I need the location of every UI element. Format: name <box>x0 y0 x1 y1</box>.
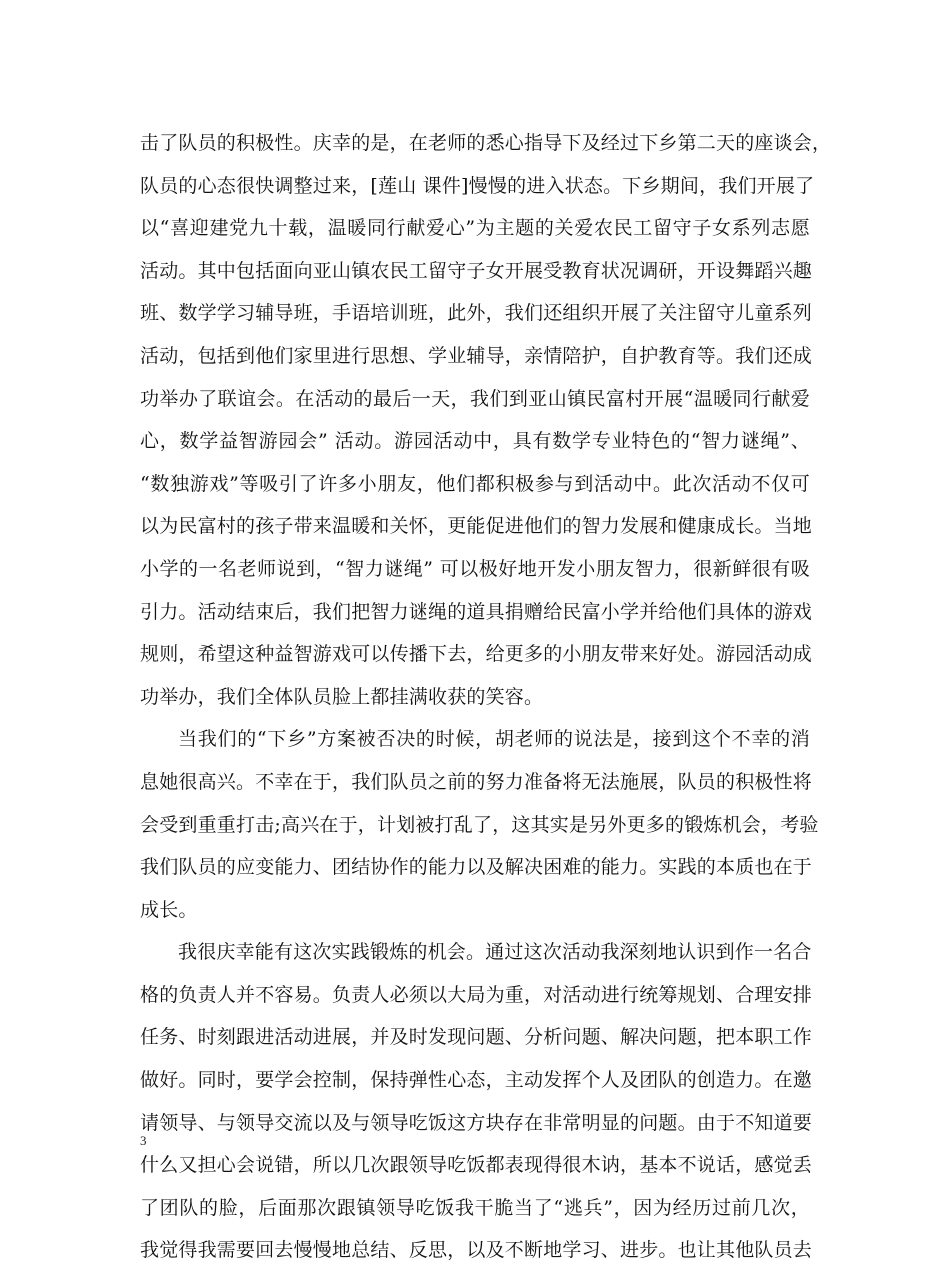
text-line: 规则，希望这种益智游戏可以传播下去，给更多的小朋友带来好处。游园活动成 <box>140 643 813 666</box>
body-text <box>140 122 832 1272</box>
text-line: 我觉得我需要回去慢慢地总结、反思，以及不断地学习、进步。也让其他队员去 <box>140 1239 813 1262</box>
text-line: 做好。同时，要学会控制，保持弹性心态，主动发挥个人及团队的创造力。在邀 <box>140 1069 813 1092</box>
text-line: 班、数学学习辅导班，手语培训班，此外，我们还组织开展了关注留守儿童系列 <box>140 302 813 325</box>
text-line: 会受到重重打击;高兴在于，计划被打乱了，这其实是另外更多的锻炼机会，考验 <box>140 813 819 836</box>
text-line: 什么又担心会说错，所以几次跟领导吃饭都表现得很木讷，基本不说话，感觉丢 <box>140 1154 813 1177</box>
paragraph-1 <box>140 122 832 718</box>
text-line: 功举办，我们全体队员脸上都挂满收获的笑容。 <box>140 685 544 708</box>
text-line: 当我们的“下乡”方案被否决的时候，胡老师的说法是，接到这个不幸的消 <box>178 728 810 751</box>
text-line: 活动，包括到他们家里进行思想、学业辅导，亲情陪护，自护教育等。我们还成 <box>140 344 813 367</box>
paragraph-3 <box>140 931 813 1272</box>
text-line: 队员的心态很快调整过来，[莲山 课件]慢慢的进入状态。下乡期间，我们开展了 <box>140 174 815 197</box>
text-line: 格的负责人并不容易。负责人必须以大局为重，对活动进行统筹规划、合理安排 <box>140 983 813 1006</box>
text-line: 功举办了联谊会。在活动的最后一天，我们到亚山镇民富村开展“温暖同行献爱 <box>140 387 810 410</box>
text-line: 以为民富村的孩子带来温暖和关怀，更能促进他们的智力发展和健康成长。当地 <box>140 515 813 538</box>
text-line: 以“喜迎建党九十载，温暖同行献爱心”为主题的关爱农民工留守子女系列志愿 <box>140 217 810 240</box>
text-line: 心，数学益智游园会” 活动。游园活动中，具有数学专业特色的“智力谜绳”、 <box>140 430 810 453</box>
text-line: 引力。活动结束后，我们把智力谜绳的道具捐赠给民富小学并给他们具体的游戏 <box>140 600 813 623</box>
text-line: 了团队的脸，后面那次跟镇领导吃饭我干脆当了“逃兵”，因为经历过前几次， <box>140 1196 810 1219</box>
text-line: 我很庆幸能有这次实践锻炼的机会。通过这次活动我深刻地认识到作一名合 <box>178 941 812 964</box>
text-line: “数独游戏”等吸引了许多小朋友，他们都积极参与到活动中。此次活动不仅可 <box>140 472 810 495</box>
page-number: 3 <box>140 1133 147 1148</box>
text-line: 活动。其中包括面向亚山镇农民工留守子女开展受教育状况调研，开设舞蹈兴趣 <box>140 259 813 282</box>
text-line: 小学的一名老师说到，“智力谜绳” 可以极好地开发小朋友智力，很新鲜很有吸 <box>140 557 810 580</box>
paragraph-2 <box>140 718 819 931</box>
text-line: 息她很高兴。不幸在于，我们队员之前的努力准备将无法施展，队员的积极性将 <box>140 770 813 793</box>
text-line: 请领导、与领导交流以及与领导吃饭这方块存在非常明显的问题。由于不知道要 <box>140 1111 813 1134</box>
text-line: 击了队员的积极性。庆幸的是，在老师的悉心指导下及经过下乡第二天的座谈会， <box>140 132 832 154</box>
text-line: 成长。 <box>140 898 198 921</box>
text-line: 我们队员的应变能力、团结协作的能力以及解决困难的能力。实践的本质也在于 <box>140 856 813 879</box>
text-line: 任务、时刻跟进活动进展，并及时发现问题、分析问题、解决问题，把本职工作 <box>140 1026 813 1049</box>
